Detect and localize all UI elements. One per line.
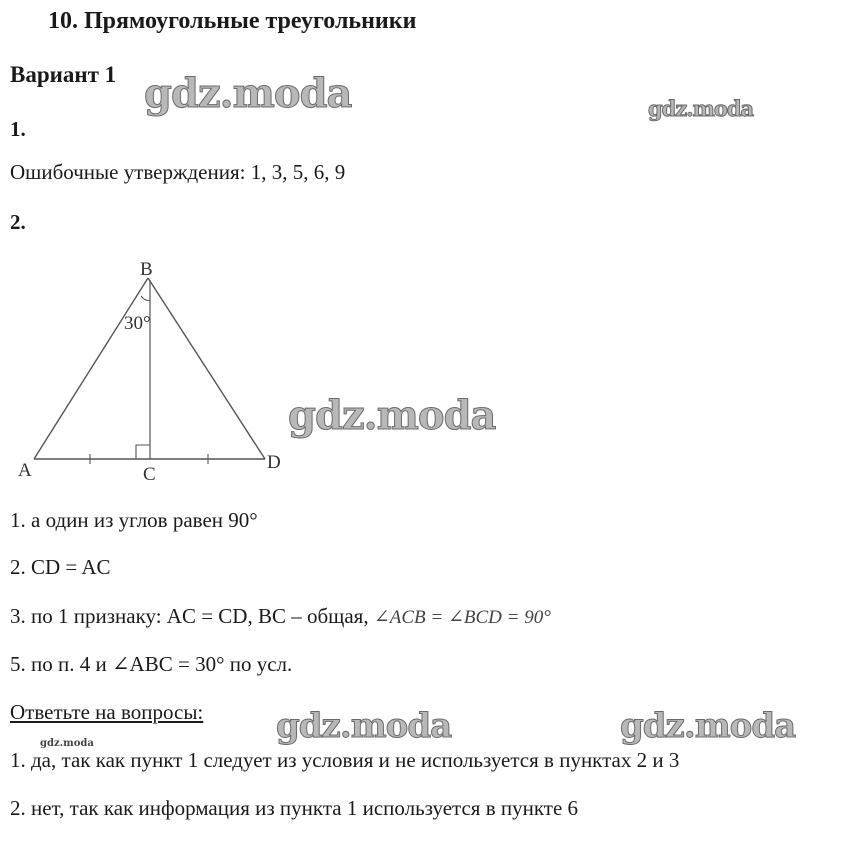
right-angle-mark xyxy=(136,445,150,459)
angle-label: 30° xyxy=(124,313,151,334)
watermark-logo-small: gdz.moda xyxy=(40,738,94,749)
watermark-logo: gdz.moda xyxy=(648,96,754,121)
page-title: 10. Прямоугольные треугольники xyxy=(48,8,417,34)
side-bd xyxy=(148,278,265,459)
step-5: 5. по п. 4 и ∠ABC = 30° по усл. xyxy=(10,652,293,676)
angle-arc xyxy=(141,296,150,301)
step-3-equation: ∠ACB = ∠BCD = 90° xyxy=(373,607,551,628)
task1-number: 1. xyxy=(10,117,26,141)
variant-heading: Вариант 1 xyxy=(10,62,117,87)
watermark-logo: gdz.moda xyxy=(276,706,452,746)
vertex-label-c: C xyxy=(143,464,156,485)
side-ab xyxy=(34,278,148,459)
watermark-logo: gdz.moda xyxy=(144,70,352,117)
answer-2: 2. нет, так как информация из пункта 1 используется в пункте 6 xyxy=(10,796,579,820)
vertex-label-d: D xyxy=(267,452,281,473)
step-1: 1. а один из углов равен 90° xyxy=(10,508,258,532)
vertex-label-a: A xyxy=(18,460,32,481)
step-2: 2. CD = AC xyxy=(10,555,111,579)
watermark-logo: gdz.moda xyxy=(620,706,796,746)
task1-answer: Ошибочные утверждения: 1, 3, 5, 6, 9 xyxy=(10,160,346,184)
vertex-label-b: B xyxy=(140,259,153,280)
watermark-logo: gdz.moda xyxy=(288,392,496,439)
triangle-figure xyxy=(0,250,300,490)
step-3-text: 3. по 1 признаку: AC = CD, BC – общая, xyxy=(10,604,369,628)
questions-heading: Ответьте на вопросы: xyxy=(10,700,204,724)
task2-number: 2. xyxy=(10,210,26,234)
answer-1: 1. да, так как пункт 1 следует из условия и не используется в пунктах 2 и 3 xyxy=(10,748,680,772)
step-3 xyxy=(10,604,551,629)
